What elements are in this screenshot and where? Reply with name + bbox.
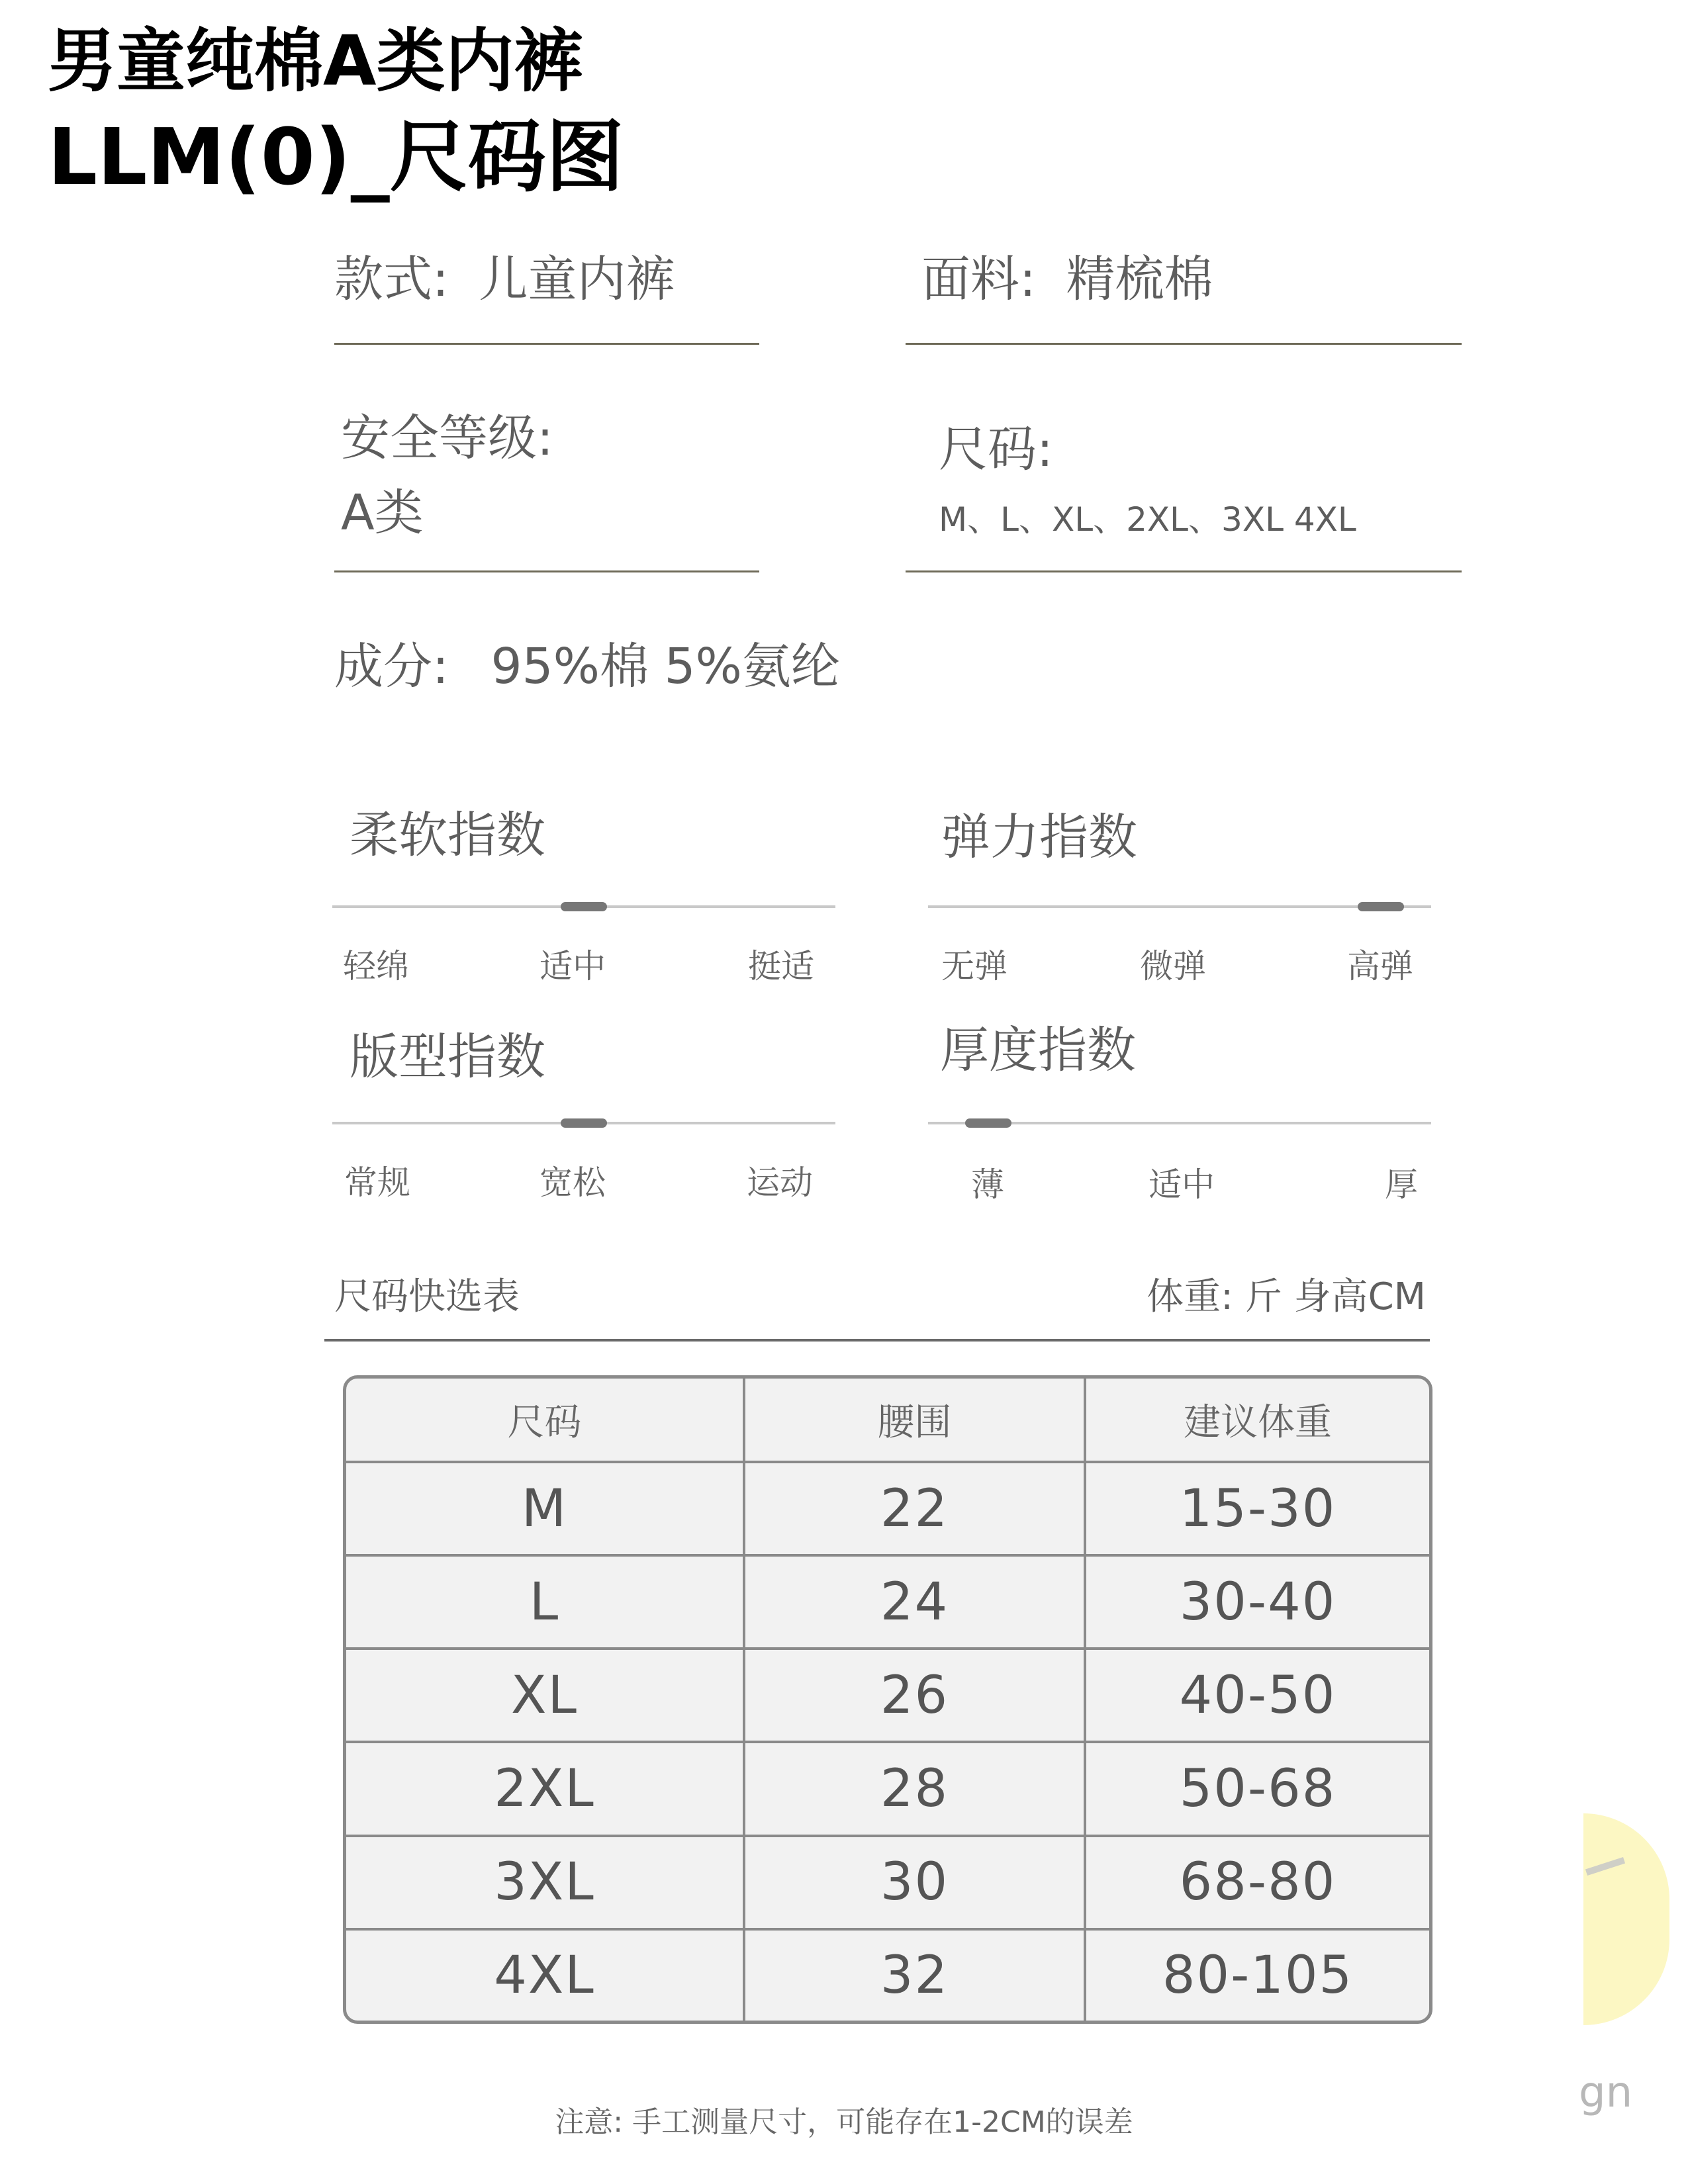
table-row (346, 1555, 1429, 1649)
softness-scale-high: 挺适 (748, 947, 814, 985)
style-divider (334, 343, 759, 345)
table-row (346, 1649, 1429, 1742)
fit-scale-low: 常规 (344, 1163, 410, 1202)
table-row (346, 1836, 1429, 1929)
table-cell-size: 2XL (346, 1742, 744, 1835)
table-cell-waist: 24 (744, 1555, 1085, 1649)
thickness-scale-high: 厚 (1385, 1165, 1418, 1204)
table-row (346, 1742, 1429, 1835)
style-label: 款式: (334, 251, 449, 308)
fabric-divider (906, 343, 1462, 345)
edge-decoration (1583, 1813, 1669, 2025)
table-header-row (346, 1379, 1429, 1462)
col-header-weight: 建议体重 (1085, 1379, 1429, 1462)
elasticity-scale-low: 无弹 (941, 947, 1008, 985)
size-table-unit-note: 体重: 斤 身高CM (1147, 1275, 1426, 1318)
softness-indicator (561, 902, 607, 911)
thickness-scale-low: 薄 (971, 1165, 1004, 1204)
style-value: 儿童内裤 (479, 251, 675, 308)
fit-scale-mid: 宽松 (539, 1163, 606, 1202)
elasticity-track (928, 905, 1431, 908)
safety-divider (334, 570, 759, 572)
size-value: M、L、XL、2XL、3XL 4XL (939, 500, 1356, 539)
softness-scale-mid: 适中 (539, 947, 606, 985)
col-header-waist: 腰围 (744, 1379, 1085, 1462)
thickness-track (928, 1122, 1431, 1124)
product-subtitle: LLM(0)_尺码图 (48, 111, 624, 203)
table-cell-size: L (346, 1555, 744, 1649)
elasticity-scale-mid: 微弹 (1140, 947, 1206, 985)
table-cell-size: 4XL (346, 1929, 744, 2021)
measurement-note: 注意: 手工测量尺寸，可能存在1-2CM的误差 (555, 2105, 1133, 2139)
composition-label: 成分: (334, 638, 449, 695)
size-divider (906, 570, 1462, 572)
composition-value: 95%棉 5%氨纶 (491, 638, 840, 695)
fit-track (332, 1122, 835, 1124)
fabric-value: 精梳棉 (1066, 251, 1213, 308)
table-cell-weight: 15-30 (1085, 1462, 1429, 1555)
table-cell-weight: 80-105 (1085, 1929, 1429, 2021)
softness-track (332, 905, 835, 908)
thickness-indicator (965, 1118, 1011, 1128)
table-cell-waist: 26 (744, 1649, 1085, 1742)
size-table-title: 尺码快选表 (334, 1275, 520, 1318)
elasticity-scale-high: 高弹 (1347, 947, 1413, 985)
thickness-scale-mid: 适中 (1149, 1165, 1215, 1204)
safety-value: A类 (341, 484, 424, 541)
elasticity-title: 弹力指数 (941, 809, 1137, 866)
table-cell-weight: 68-80 (1085, 1836, 1429, 1929)
safety-label: 安全等级: (341, 410, 553, 467)
product-title: 男童纯棉A类内裤 (48, 21, 583, 101)
table-cell-size: M (346, 1462, 744, 1555)
size-table-divider (324, 1339, 1430, 1342)
fabric-spec (921, 251, 1213, 308)
table-cell-weight: 50-68 (1085, 1742, 1429, 1835)
elasticity-indicator (1358, 902, 1404, 911)
table-cell-waist: 22 (744, 1462, 1085, 1555)
composition-spec (334, 638, 840, 695)
thickness-title: 厚度指数 (940, 1022, 1136, 1079)
table-cell-size: 3XL (346, 1836, 744, 1929)
fabric-label: 面料: (921, 251, 1036, 308)
fit-title: 版型指数 (350, 1028, 545, 1085)
table-cell-waist: 30 (744, 1836, 1085, 1929)
table-row (346, 1929, 1429, 2021)
table-cell-waist: 32 (744, 1929, 1085, 2021)
table-row (346, 1462, 1429, 1555)
softness-scale-low: 轻绵 (343, 947, 409, 985)
table-cell-weight: 40-50 (1085, 1649, 1429, 1742)
softness-title: 柔软指数 (350, 807, 545, 864)
fit-scale-high: 运动 (747, 1163, 813, 1202)
col-header-size: 尺码 (346, 1379, 744, 1462)
size-label: 尺码: (939, 421, 1053, 478)
style-spec (334, 251, 675, 308)
size-table (343, 1375, 1432, 2024)
table-cell-size: XL (346, 1649, 744, 1742)
edge-text: gn (1579, 2068, 1633, 2117)
table-cell-weight: 30-40 (1085, 1555, 1429, 1649)
fit-indicator (561, 1118, 607, 1128)
table-cell-waist: 28 (744, 1742, 1085, 1835)
